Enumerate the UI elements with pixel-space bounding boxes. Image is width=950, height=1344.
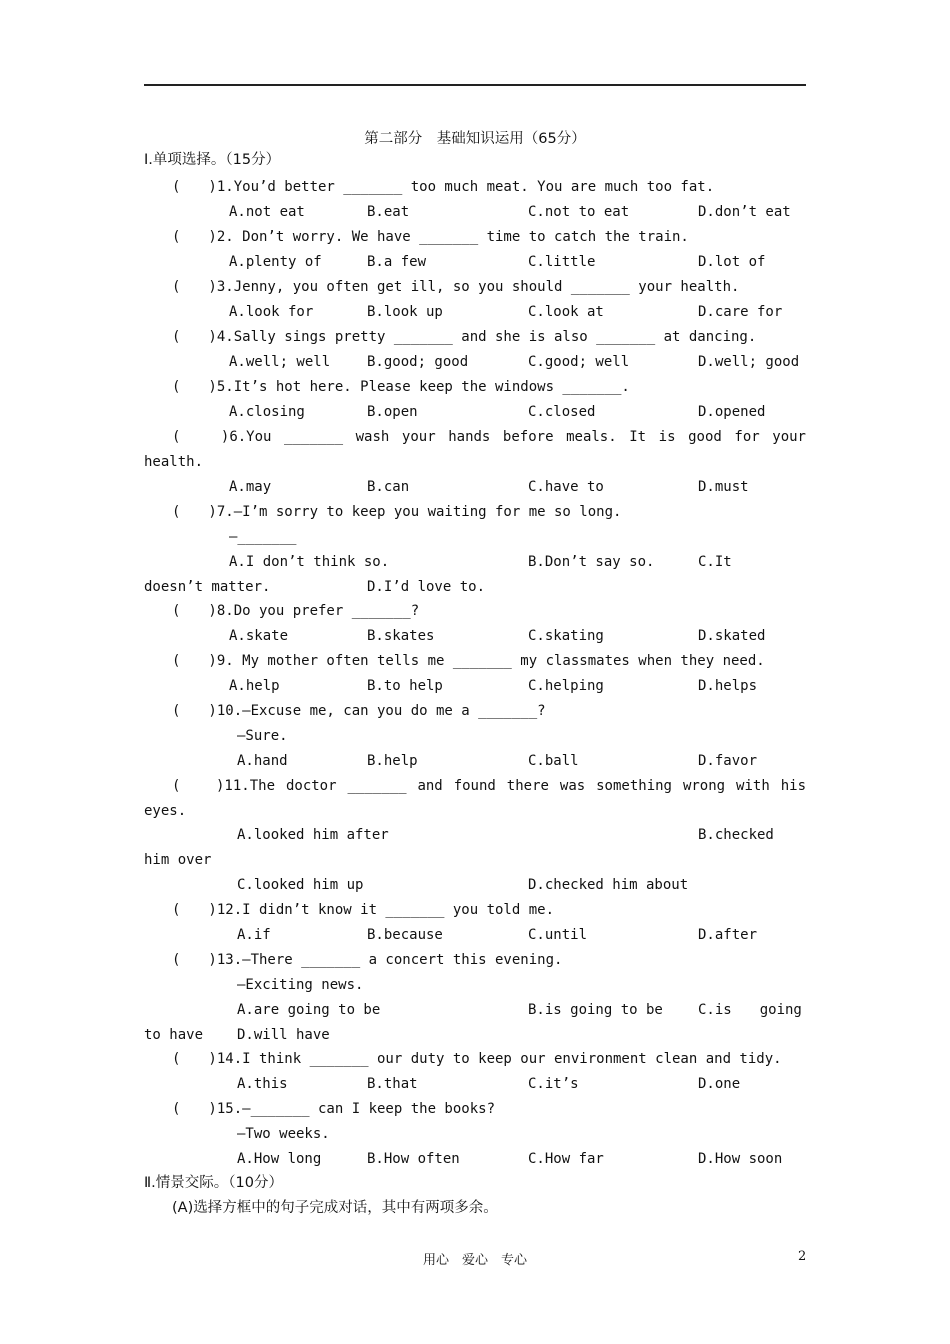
option-b: B.that (367, 1076, 418, 1092)
question-10-reply: —Sure. (237, 728, 288, 744)
option-d: D.favor (698, 753, 758, 769)
option-b: B.is going to be (528, 1002, 663, 1018)
option-b: B.How often (367, 1151, 460, 1167)
question-4: ( )4.Sally sings pretty _______ and she is also _______ at dancing. (172, 329, 757, 345)
option-a: A.How long (237, 1151, 322, 1167)
option-d: D.skated (698, 628, 766, 644)
option-d: D.care for (698, 304, 783, 320)
question-15-reply: —Two weeks. (237, 1126, 330, 1142)
option-b: B.eat (367, 204, 410, 220)
option-a: A.help (229, 678, 280, 694)
question-11: ( )11.The doctor _______ and found there was something wrong with his (172, 778, 806, 794)
page-number: 2 (798, 1249, 807, 1264)
option-a: A.skate (229, 628, 289, 644)
option-d: D.one (698, 1076, 741, 1092)
question-1: ( )1.You’d better _______ too much meat. You are much too fat. (172, 179, 715, 195)
option-d: D.opened (698, 404, 766, 420)
question-5: ( )5.It’s hot here. Please keep the windows _______. (172, 379, 630, 395)
option-b: B.Don’t say so. (528, 554, 655, 570)
question-10: ( )10.—Excuse me, can you do me a _______? (172, 703, 546, 719)
question-6: ( )6.You _______ wash your hands before meals. It is good for your (172, 429, 806, 445)
question-14: ( )14.I think _______ our duty to keep our environment clean and tidy. (172, 1051, 782, 1067)
option-a: A.look for (229, 304, 314, 320)
option-c: C.have to (528, 479, 604, 495)
option-b: B.can (367, 479, 410, 495)
question-11-continued: eyes. (144, 803, 187, 819)
option-b: B.look up (367, 304, 443, 320)
question-13: ( )13.—There _______ a concert this evening. (172, 952, 563, 968)
option-c: C.look at (528, 304, 604, 320)
option-c: C.until (528, 927, 588, 943)
option-b: B.help (367, 753, 418, 769)
question-8: ( )8.Do you prefer _______? (172, 603, 420, 619)
option-d: D.helps (698, 678, 758, 694)
option-d: D.I’d love to. (367, 579, 486, 595)
question-2: ( )2. Don’t worry. We have _______ time to catch the train. (172, 229, 689, 245)
option-c: C.is going (698, 1002, 802, 1018)
page-title: 第二部分 基础知识运用（65分） (364, 131, 586, 147)
option-c: C.closed (528, 404, 596, 420)
page-footer: 用心 爱心 专心 (422, 1253, 527, 1268)
question-3: ( )3.Jenny, you often get ill, so you should _______ your health. (172, 279, 740, 295)
option-d: D.don’t eat (698, 204, 791, 220)
option-a: A.closing (229, 404, 305, 420)
option-a: A.plenty of (229, 254, 322, 270)
option-a: A.if (237, 927, 271, 943)
question-12: ( )12.I didn’t know it _______ you told me. (172, 902, 555, 918)
option-a: A.not eat (229, 204, 305, 220)
option-a: A.hand (237, 753, 288, 769)
option-d: D.must (698, 479, 749, 495)
option-b: B.because (367, 927, 443, 943)
option-c: C.not to eat (528, 204, 630, 220)
option-c: C.helping (528, 678, 604, 694)
question-7-reply: —_______ (229, 529, 297, 545)
option-b: B.a few (367, 254, 427, 270)
header-rule (144, 84, 806, 86)
option-c: C.It (698, 554, 732, 570)
option-c: C.little (528, 254, 596, 270)
option-d: D.after (698, 927, 758, 943)
question-15: ( )15.—_______ can I keep the books? (172, 1101, 496, 1117)
question-13-reply: —Exciting news. (237, 977, 364, 993)
option-c: C.skating (528, 628, 604, 644)
option-b: B.checked (698, 827, 774, 843)
question-9: ( )9. My mother often tells me _______ my classmates when they need. (172, 653, 765, 669)
question-6-continued: health. (144, 454, 204, 470)
option-d: D.well; good (698, 354, 800, 370)
option-b: B.open (367, 404, 418, 420)
option-a: A.well; well (229, 354, 331, 370)
option-c: C.How far (528, 1151, 604, 1167)
option-d: D.will have (237, 1027, 330, 1043)
question-7: ( )7.—I’m sorry to keep you waiting for me so long. (172, 504, 622, 520)
option-a: A.I don’t think so. (229, 554, 390, 570)
option-d: D.checked him about (528, 877, 689, 893)
option-d: D.lot of (698, 254, 766, 270)
option-c: C.looked him up (237, 877, 364, 893)
option-c-continued: doesn’t matter. (144, 579, 271, 595)
option-c: C.good; well (528, 354, 630, 370)
option-a: A.this (237, 1076, 288, 1092)
option-b-continued: him over (144, 852, 212, 868)
option-b: B.to help (367, 678, 443, 694)
section-heading: Ⅱ.情景交际。（10分） (144, 1175, 283, 1191)
option-c: C.ball (528, 753, 579, 769)
section-heading: Ⅰ.单项选择。（15分） (144, 152, 281, 168)
option-c: C.it’s (528, 1076, 579, 1092)
option-c-continued: to have (144, 1027, 204, 1043)
option-d: D.How soon (698, 1151, 783, 1167)
option-a: A.looked him after (237, 827, 389, 843)
option-a: A.may (229, 479, 272, 495)
section-instruction: (A)选择方框中的句子完成对话，其中有两项多余。 (172, 1200, 498, 1216)
option-a: A.are going to be (237, 1002, 381, 1018)
option-b: B.skates (367, 628, 435, 644)
option-b: B.good; good (367, 354, 469, 370)
